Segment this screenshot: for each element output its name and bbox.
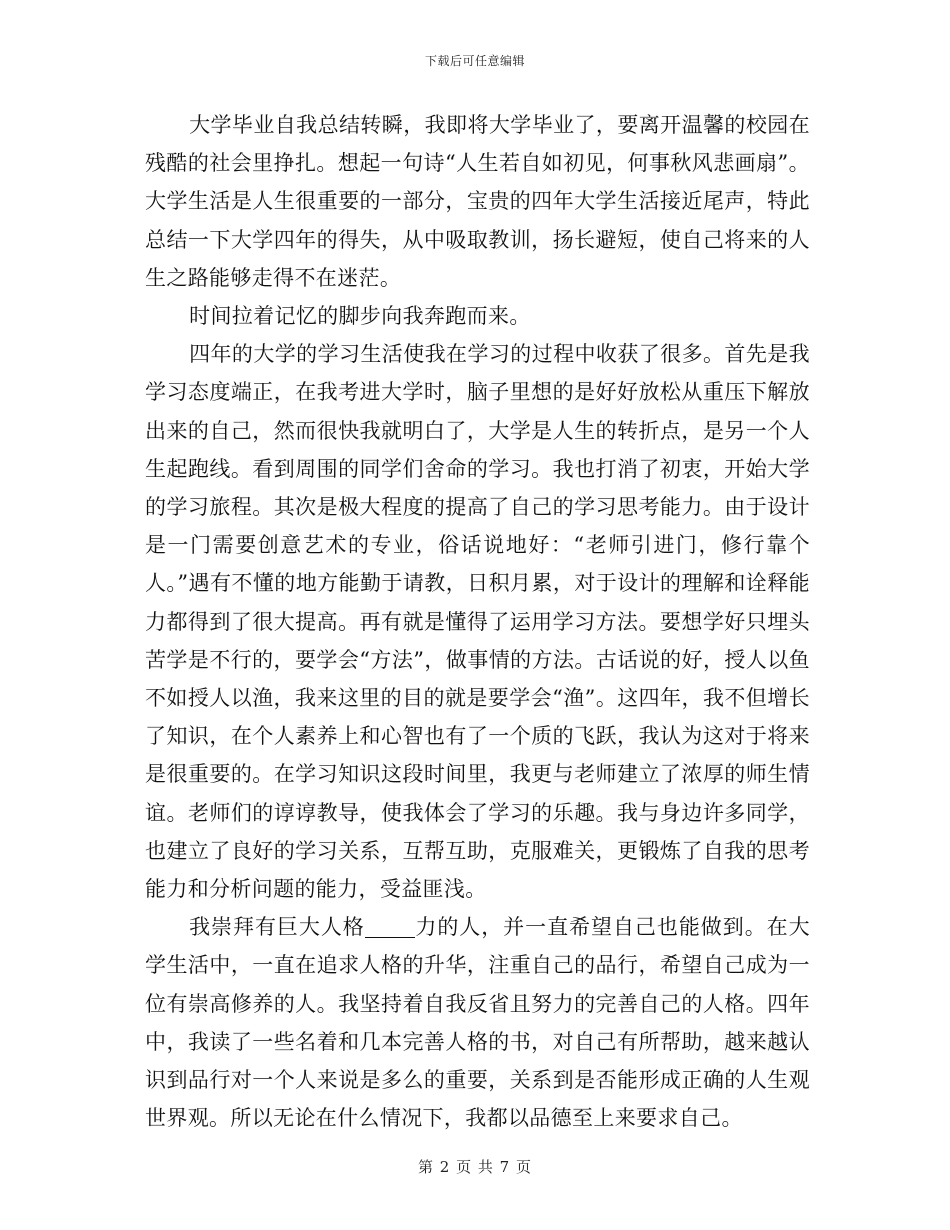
fill-in-blank: [365, 914, 415, 938]
paragraph-personality: [145, 908, 810, 1137]
page-number-footer: 第 2 页 共 7 页: [418, 1158, 532, 1176]
paragraph-time-memory: 时间拉着记忆的脚步向我奔跑而来。: [189, 304, 531, 329]
paragraph-personality-rest: 力的人，并一直希望自己也能做到。在大学生活中，一直在追求人格的升华，注重自己的品行，希望自己成为一位有崇高修养的人。我坚持着自我反省且努力的完善自己的人格。四年中，我读了一些名着和几本完善人格的书，对自己有所帮助，越来越认识到品行对一个人来说是多么的重要，关系到是否能形成正确的人生观世界观。所以无论在什么情况下，我都以品德至上来要求自己。: [145, 915, 810, 1131]
paragraph-personality-start: 我崇拜有巨大人格: [189, 915, 365, 940]
paragraph-study-life: 四年的大学的学习生活使我在学习的过程中收获了很多。首先是我学习态度端正，在我考进大学时，脑子里想的是好好放松从重压下解放出来的自己，然而很快我就明白了，大学是人生的转折点，是另一个人生起跑线。看到周围的同学们舍命的学习。我也打消了初衷，开始大学的学习旅程。其次是极大程度的提高了自己的学习思考能力。由于设计是一门需要创意艺术的专业，俗话说地好：“老师引进门，修行靠个人。”遇有不懂的地方能勤于请教，日积月累，对于设计的理解和诠释能力都得到了很大提高。再有就是懂得了运用学习方法。要想学好只埋头苦学是不行的，要学会“方法”，做事情的方法。古话说的好，授人以鱼不如授人以渔，我来这里的目的就是要学会“渔”。这四年，我不但增长了知识，在个人素养上和心智也有了一个质的飞跃，我认为这对于将来是很重要的。在学习知识这段时间里，我更与老师建立了浓厚的师生情谊。老师们的谆谆教导，使我体会了学习的乐趣。我与身边许多同学，也建立了良好的学习关系，互帮互助，克服难关，更锻炼了自我的思考能力和分析问题的能力，受益匪浅。: [145, 342, 810, 902]
document-body: [145, 106, 810, 1137]
page-header: 下载后可任意编辑: [424, 54, 525, 68]
paragraph-graduation-intro: 大学毕业自我总结转瞬，我即将大学毕业了，要离开温馨的校园在残酷的社会里挣扎。想起一句诗“人生若自如初见，何事秋风悲画扇”。大学生活是人生很重要的一部分，宝贵的四年大学生活接近尾声，特此总结一下大学四年的得失，从中吸取教训，扬长避短，使自己将来的人生之路能够走得不在迷茫。: [145, 113, 810, 290]
